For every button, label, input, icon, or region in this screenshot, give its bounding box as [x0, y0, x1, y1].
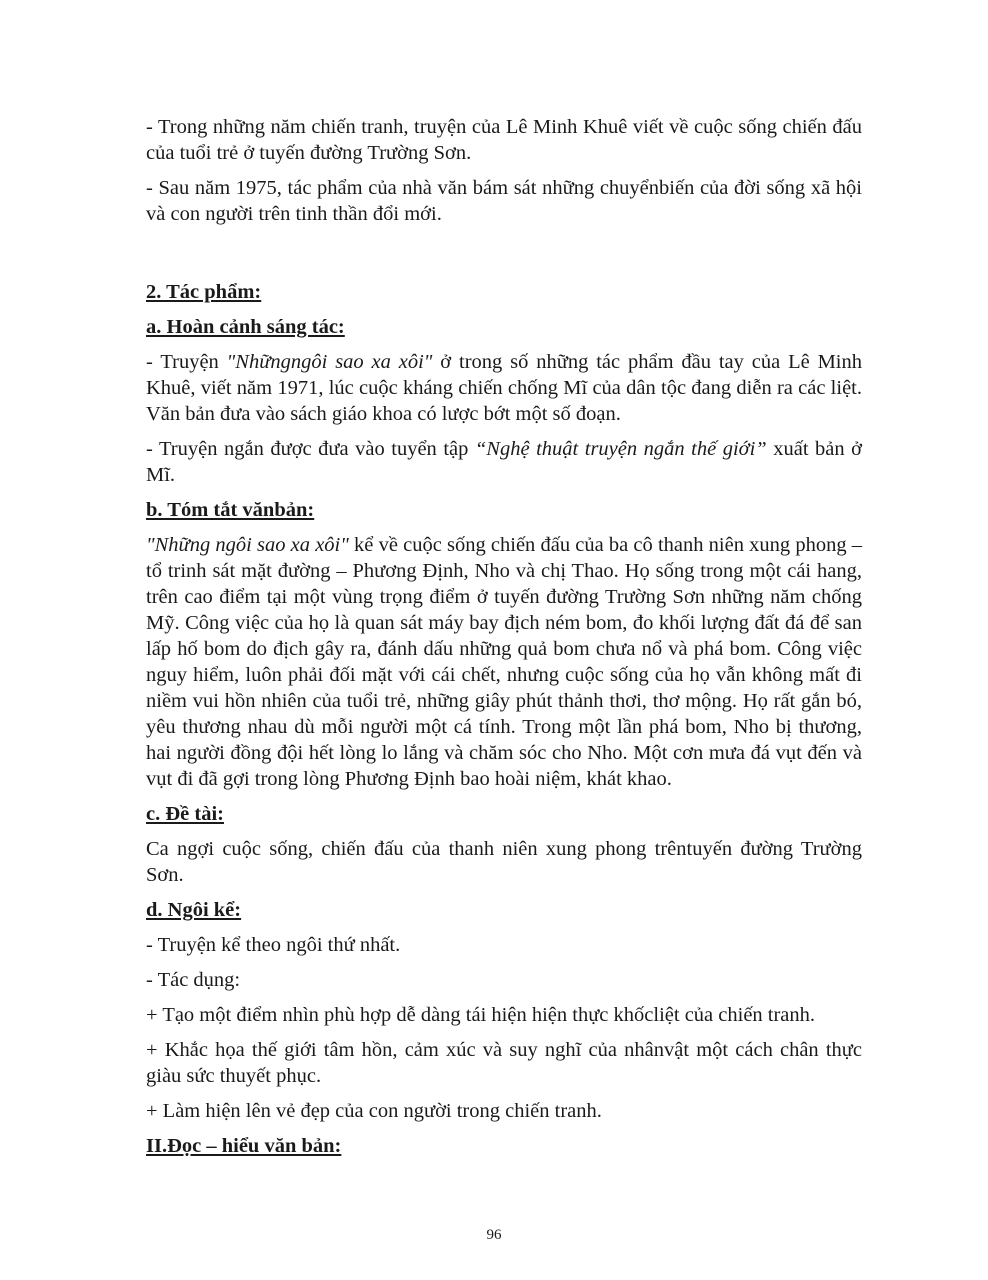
document-page	[146, 114, 862, 1168]
section-heading-reading: II.Đọc – hiểu văn bản:	[146, 1135, 342, 1157]
context-p1-post: ở trong số những tác phẩm đầu tay của Lê Minh Khuê, viết năm 1971, lúc cuộc kháng chiến chống Mĩ của dân tộc đang diễn ra các liệt. Văn bản đưa vào sách giáo khoa có lược bớt một số đoạn.	[146, 351, 862, 425]
summary-text: kể về cuộc sống chiến đấu của ba cô thanh niên xung phong – tổ trinh sát mặt đường – Phương Định, Nho và chị Thao. Họ sống trong một cái hang, trên cao điểm tại một vùng trọng điểm ở tuyến đường Trường Sơn những năm chống Mỹ. Công việc của họ là quan sát máy bay địch ném bom, đo khối lượng đất đá để san lấp hố bom do địch gây ra, đánh dấu những quả bom chưa nổ và phá bom. Công việc nguy hiểm, luôn phải đối mặt với cái chết, nhưng cuộc sống của họ vẫn không mất đi niềm vui hồn nhiên của tuổi trẻ, những giây phút thảnh thơi, thơ mộng. Họ rất gắn bó, yêu thương nhau dù mỗi người một cá tính. Trong một lần phá bom, Nho bị thương, hai người đồng đội hết lòng lo lắng và chăm sóc cho Nho. Một cơn mưa đá vụt đến và vụt đi đã gợi trong lòng Phương Định bao hoài niệm, khát khao.	[146, 534, 863, 790]
section-heading-work: 2. Tác phẩm:	[146, 281, 262, 303]
page-number: 96	[486, 1227, 502, 1243]
context-p1-pre: - Truyện	[146, 351, 227, 373]
context-p2-post: xuất bản ở Mĩ.	[146, 438, 862, 486]
subheading-narration: d. Ngôi kể:	[146, 899, 242, 921]
context-paragraph-1	[146, 349, 862, 427]
subheading-summary: b. Tóm tắt vănbản:	[146, 499, 315, 521]
theme-paragraph: Ca ngợi cuộc sống, chiến đấu của thanh niên xung phong trêntuyến đường Trường Sơn.	[146, 838, 862, 886]
context-paragraph-2	[146, 436, 862, 488]
narration-paragraph-3: + Tạo một điểm nhìn phù hợp dễ dàng tái hiện hiện thực khốcliệt của chiến tranh.	[146, 1004, 816, 1026]
narration-paragraph-5: + Làm hiện lên vẻ đẹp của con người trong chiến tranh.	[146, 1100, 602, 1122]
context-p2-title: “Nghệ thuật truyện ngắn thế giới”	[474, 438, 767, 460]
context-p2-pre: - Truyện ngắn được đưa vào tuyển tập	[146, 438, 475, 460]
narration-paragraph-2: - Tác dụng:	[146, 969, 241, 991]
context-p1-title: "Nhữngngôi sao xa xôi"	[226, 351, 433, 373]
author-paragraph-2: - Sau năm 1975, tác phẩm của nhà văn bám sát những chuyểnbiến của đời sống xã hội và con người trên tinh thần đổi mới.	[146, 177, 862, 225]
subheading-theme: c. Đề tài:	[146, 803, 224, 825]
summary-paragraph	[146, 532, 862, 792]
summary-title: "Những ngôi sao xa xôi"	[146, 534, 349, 556]
author-paragraph-1: - Trong những năm chiến tranh, truyện của Lê Minh Khuê viết về cuộc sống chiến đấu của tuổi trẻ ở tuyến đường Trường Sơn.	[146, 116, 862, 164]
narration-paragraph-1: - Truyện kể theo ngôi thứ nhất.	[146, 934, 401, 956]
spacer	[146, 236, 862, 279]
subheading-context: a. Hoàn cảnh sáng tác:	[146, 316, 345, 338]
narration-paragraph-4: + Khắc họa thế giới tâm hồn, cảm xúc và suy nghĩ của nhânvật một cách chân thực giàu sức thuyết phục.	[146, 1039, 862, 1087]
